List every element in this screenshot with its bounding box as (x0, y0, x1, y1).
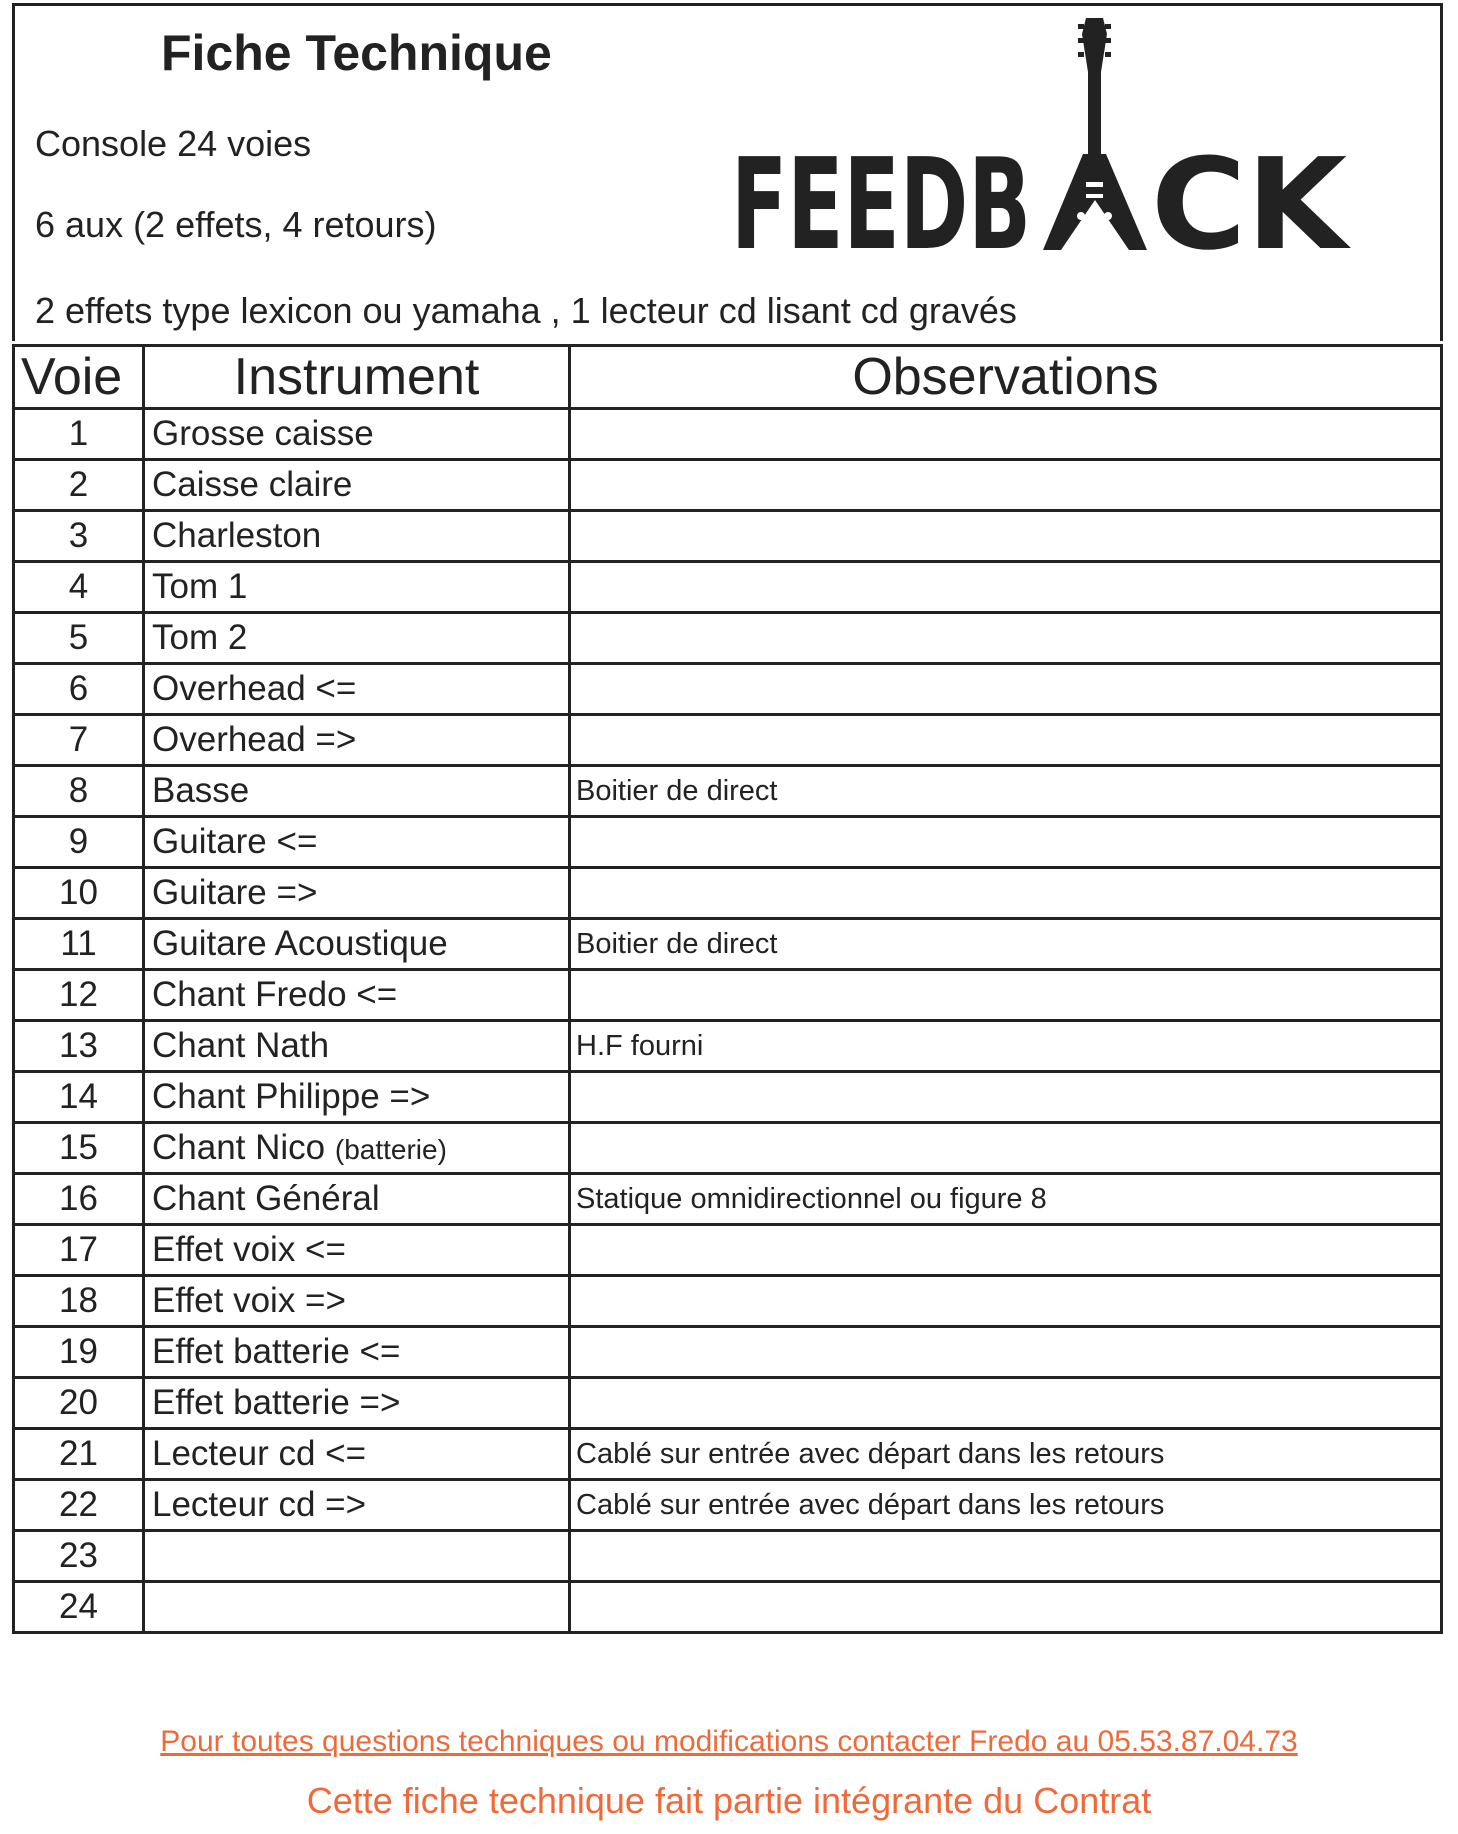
voie-cell: 18 (14, 1276, 144, 1327)
observation-cell: Cablé sur entrée avec départ dans les retours (570, 1429, 1442, 1480)
voie-cell: 5 (14, 613, 144, 664)
instrument-label: Caisse claire (152, 465, 353, 504)
table-row (14, 1429, 1442, 1480)
instrument-label: Basse (152, 771, 250, 810)
table-row (14, 919, 1442, 970)
observation-cell (570, 511, 1442, 562)
instrument-cell (144, 919, 570, 970)
observation-cell (570, 1276, 1442, 1327)
table-row (14, 1327, 1442, 1378)
instrument-cell (144, 1378, 570, 1429)
table-row (14, 1123, 1442, 1174)
instrument-cell (144, 1225, 570, 1276)
voie-cell: 21 (14, 1429, 144, 1480)
voie-cell: 22 (14, 1480, 144, 1531)
instrument-label: Charleston (152, 516, 322, 555)
voie-cell: 6 (14, 664, 144, 715)
contract-note: Cette fiche technique fait partie intégrante du Contrat (306, 1780, 1152, 1821)
table-row (14, 460, 1442, 511)
instrument-cell (144, 1072, 570, 1123)
observation-cell (570, 1072, 1442, 1123)
observation-cell (570, 1225, 1442, 1276)
observation-cell (570, 1123, 1442, 1174)
voie-cell: 24 (14, 1582, 144, 1633)
voie-cell: 10 (14, 868, 144, 919)
voie-cell: 2 (14, 460, 144, 511)
voie-cell: 19 (14, 1327, 144, 1378)
table-header-row (14, 346, 1442, 409)
page-title: Fiche Technique (161, 25, 552, 81)
voie-cell: 9 (14, 817, 144, 868)
table-row (14, 868, 1442, 919)
instrument-label: Grosse caisse (152, 414, 374, 453)
table-row (14, 766, 1442, 817)
observation-cell (570, 715, 1442, 766)
header-box (12, 3, 1443, 341)
table-row (14, 1072, 1442, 1123)
table-row (14, 1021, 1442, 1072)
table-row (14, 970, 1442, 1021)
voie-cell: 3 (14, 511, 144, 562)
table-row (14, 511, 1442, 562)
table-row (14, 1378, 1442, 1429)
table-row (14, 1531, 1442, 1582)
instrument-label: Lecteur cd => (152, 1485, 367, 1524)
feedback-logo (731, 12, 1351, 256)
console-line: Console 24 voies (35, 123, 312, 164)
observation-cell (570, 1378, 1442, 1429)
instrument-cell (144, 613, 570, 664)
instrument-cell (144, 1531, 570, 1582)
observation-cell: Boitier de direct (570, 919, 1442, 970)
observation-cell: Boitier de direct (570, 766, 1442, 817)
logo-wordmark (731, 131, 1351, 256)
aux-line: 6 aux (2 effets, 4 retours) (35, 204, 437, 245)
voie-cell: 11 (14, 919, 144, 970)
observation-cell (570, 970, 1442, 1021)
voie-cell: 7 (14, 715, 144, 766)
table-row (14, 613, 1442, 664)
instrument-cell (144, 409, 570, 460)
channel-table (12, 344, 1443, 1634)
instrument-cell (144, 562, 570, 613)
instrument-cell (144, 1276, 570, 1327)
instrument-label: Chant Philippe => (152, 1077, 431, 1116)
observation-cell: H.F fourni (570, 1021, 1442, 1072)
effects-line: 2 effets type lexicon ou yamaha , 1 lecteur cd lisant cd gravés (35, 290, 1017, 331)
instrument-label: Effet batterie => (152, 1383, 401, 1422)
instrument-label: Chant Nico (152, 1128, 326, 1167)
instrument-cell (144, 1123, 570, 1174)
instrument-label: Guitare <= (152, 822, 318, 861)
instrument-cell (144, 1021, 570, 1072)
instrument-label: Lecteur cd <= (152, 1434, 367, 1473)
observation-cell (570, 868, 1442, 919)
column-header-observations: Observations (570, 346, 1442, 409)
instrument-label: Effet batterie <= (152, 1332, 401, 1371)
voie-cell: 4 (14, 562, 144, 613)
table-row (14, 817, 1442, 868)
table-row (14, 409, 1442, 460)
observation-cell (570, 613, 1442, 664)
instrument-cell (144, 1429, 570, 1480)
instrument-cell (144, 1480, 570, 1531)
instrument-label: Effet voix <= (152, 1230, 346, 1269)
voie-cell: 15 (14, 1123, 144, 1174)
instrument-note: (batterie) (334, 1134, 447, 1165)
observation-cell (570, 1327, 1442, 1378)
voie-cell: 14 (14, 1072, 144, 1123)
instrument-label: Overhead <= (152, 669, 357, 708)
observation-cell: Statique omnidirectionnel ou figure 8 (570, 1174, 1442, 1225)
table-row (14, 1276, 1442, 1327)
instrument-cell (144, 766, 570, 817)
instrument-label: Overhead => (152, 720, 357, 759)
observation-cell (570, 562, 1442, 613)
contact-note: Pour toutes questions techniques ou modifications contacter Fredo au 05.53.87.04.73 (160, 1725, 1298, 1758)
instrument-cell (144, 817, 570, 868)
table-row (14, 1225, 1442, 1276)
voie-cell: 17 (14, 1225, 144, 1276)
instrument-label: Chant Nath (152, 1026, 330, 1065)
instrument-label: Chant Général (152, 1179, 380, 1218)
instrument-label: Guitare => (152, 873, 318, 912)
voie-cell: 16 (14, 1174, 144, 1225)
voie-cell: 23 (14, 1531, 144, 1582)
table-row (14, 664, 1442, 715)
instrument-label: Tom 1 (152, 567, 248, 606)
instrument-cell (144, 460, 570, 511)
table-row (14, 715, 1442, 766)
observation-cell (570, 409, 1442, 460)
voie-cell: 12 (14, 970, 144, 1021)
instrument-cell (144, 970, 570, 1021)
table-row (14, 1582, 1442, 1633)
instrument-label: Tom 2 (152, 618, 248, 657)
observation-cell (570, 1531, 1442, 1582)
instrument-label: Effet voix => (152, 1281, 346, 1320)
table-row (14, 1480, 1442, 1531)
table-row (14, 562, 1442, 613)
observation-cell (570, 1582, 1442, 1633)
instrument-cell (144, 1327, 570, 1378)
instrument-cell (144, 511, 570, 562)
column-header-instrument: Instrument (144, 346, 570, 409)
instrument-cell (144, 715, 570, 766)
instrument-cell (144, 664, 570, 715)
instrument-cell (144, 868, 570, 919)
instrument-cell (144, 1174, 570, 1225)
observation-cell: Cablé sur entrée avec départ dans les retours (570, 1480, 1442, 1531)
table-row (14, 1174, 1442, 1225)
voie-cell: 1 (14, 409, 144, 460)
observation-cell (570, 460, 1442, 511)
instrument-label: Guitare Acoustique (152, 924, 448, 963)
voie-cell: 13 (14, 1021, 144, 1072)
observation-cell (570, 817, 1442, 868)
voie-cell: 20 (14, 1378, 144, 1429)
guitar-icon (1043, 18, 1147, 250)
svg-text:FEEDB: FEEDB (731, 131, 1031, 256)
voie-cell: 8 (14, 766, 144, 817)
instrument-label: Chant Fredo <= (152, 975, 398, 1014)
instrument-cell (144, 1582, 570, 1633)
observation-cell (570, 664, 1442, 715)
svg-text:CK: CK (1151, 131, 1351, 256)
column-header-voie: Voie (14, 346, 144, 409)
